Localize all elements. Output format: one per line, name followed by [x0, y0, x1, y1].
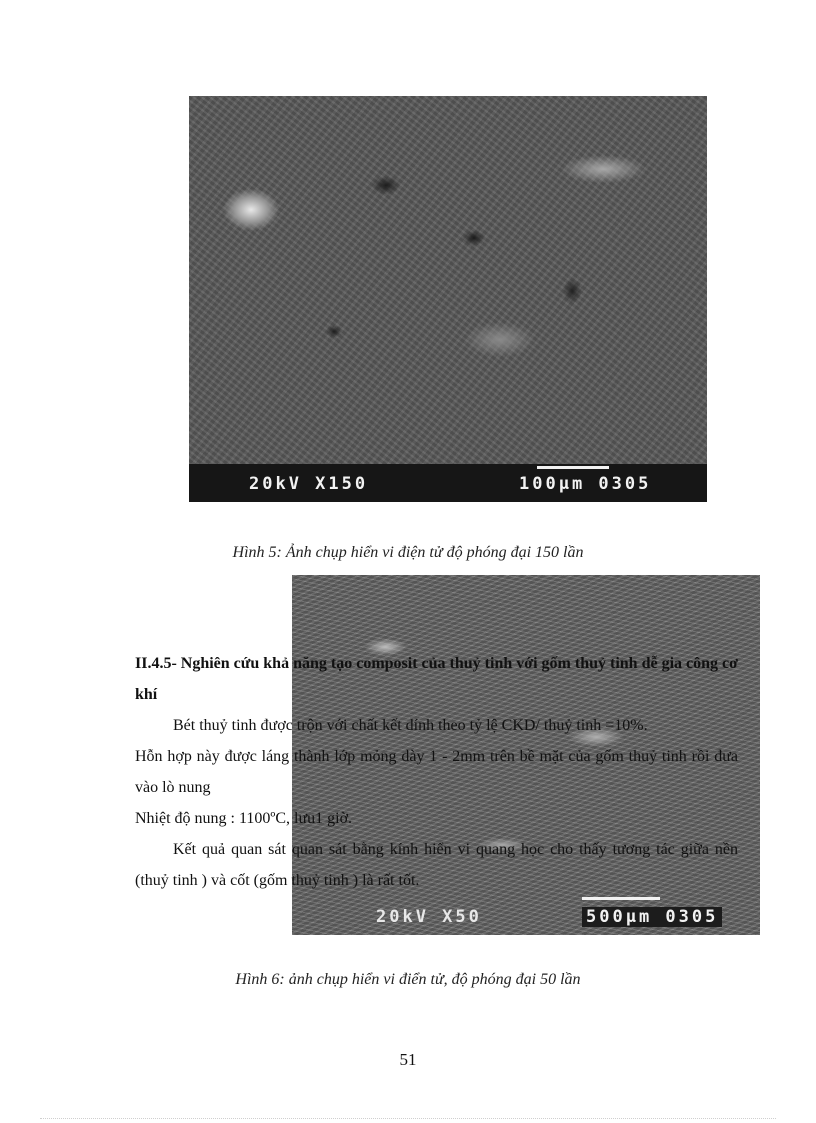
sem-info-bar: [292, 897, 760, 935]
paragraph: Hỗn hợp này được láng thành lớp mỏng dày 1 - 2mm trên bề mặt của gốm thuỷ tinh rồi đưa vào lò nung: [135, 748, 738, 796]
scale-bar: [537, 466, 609, 469]
sem-image-150x: [189, 96, 707, 502]
figure-5-caption: Hình 5: Ảnh chụp hiển vi điện tử độ phóng đại 150 lần: [232, 544, 584, 561]
paragraph: Kết quả quan sát quan sát bằng kính hiển vi quang học cho thấy tương tác giữa nền (thuỷ tinh ) và cốt (gốm thuỷ tinh ) là rất tốt.: [135, 841, 738, 889]
paragraph: Nhiệt độ nung : 1100ºC, lưu1 giờ.: [135, 810, 353, 827]
section-heading: II.4.5- Nghiên cứu khả năng tạo composit của thuỷ tinh với gốm thuỷ tinh dễ gia công cơ khí: [135, 655, 738, 703]
sem-voltage-magnification: 20kV X50: [376, 907, 482, 927]
sem-info-bar: [189, 464, 707, 502]
figure-6-caption: Hình 6: ảnh chụp hiển vi điển tử, độ phóng đại 50 lần: [235, 971, 581, 988]
footer-divider: [40, 1118, 776, 1119]
sem-scale-label: 500µm 0305: [582, 907, 722, 927]
sem-scale-label: 100µm 0305: [519, 474, 652, 494]
scale-bar: [582, 897, 660, 900]
sem-voltage-magnification: 20kV X150: [249, 474, 369, 494]
page-number: 51: [399, 1050, 417, 1069]
section-text: [135, 648, 738, 896]
paragraph: Bét thuỷ tinh được trộn với chất kết dính theo tỷ lệ CKD/ thuỷ tinh =10%.: [173, 717, 648, 734]
